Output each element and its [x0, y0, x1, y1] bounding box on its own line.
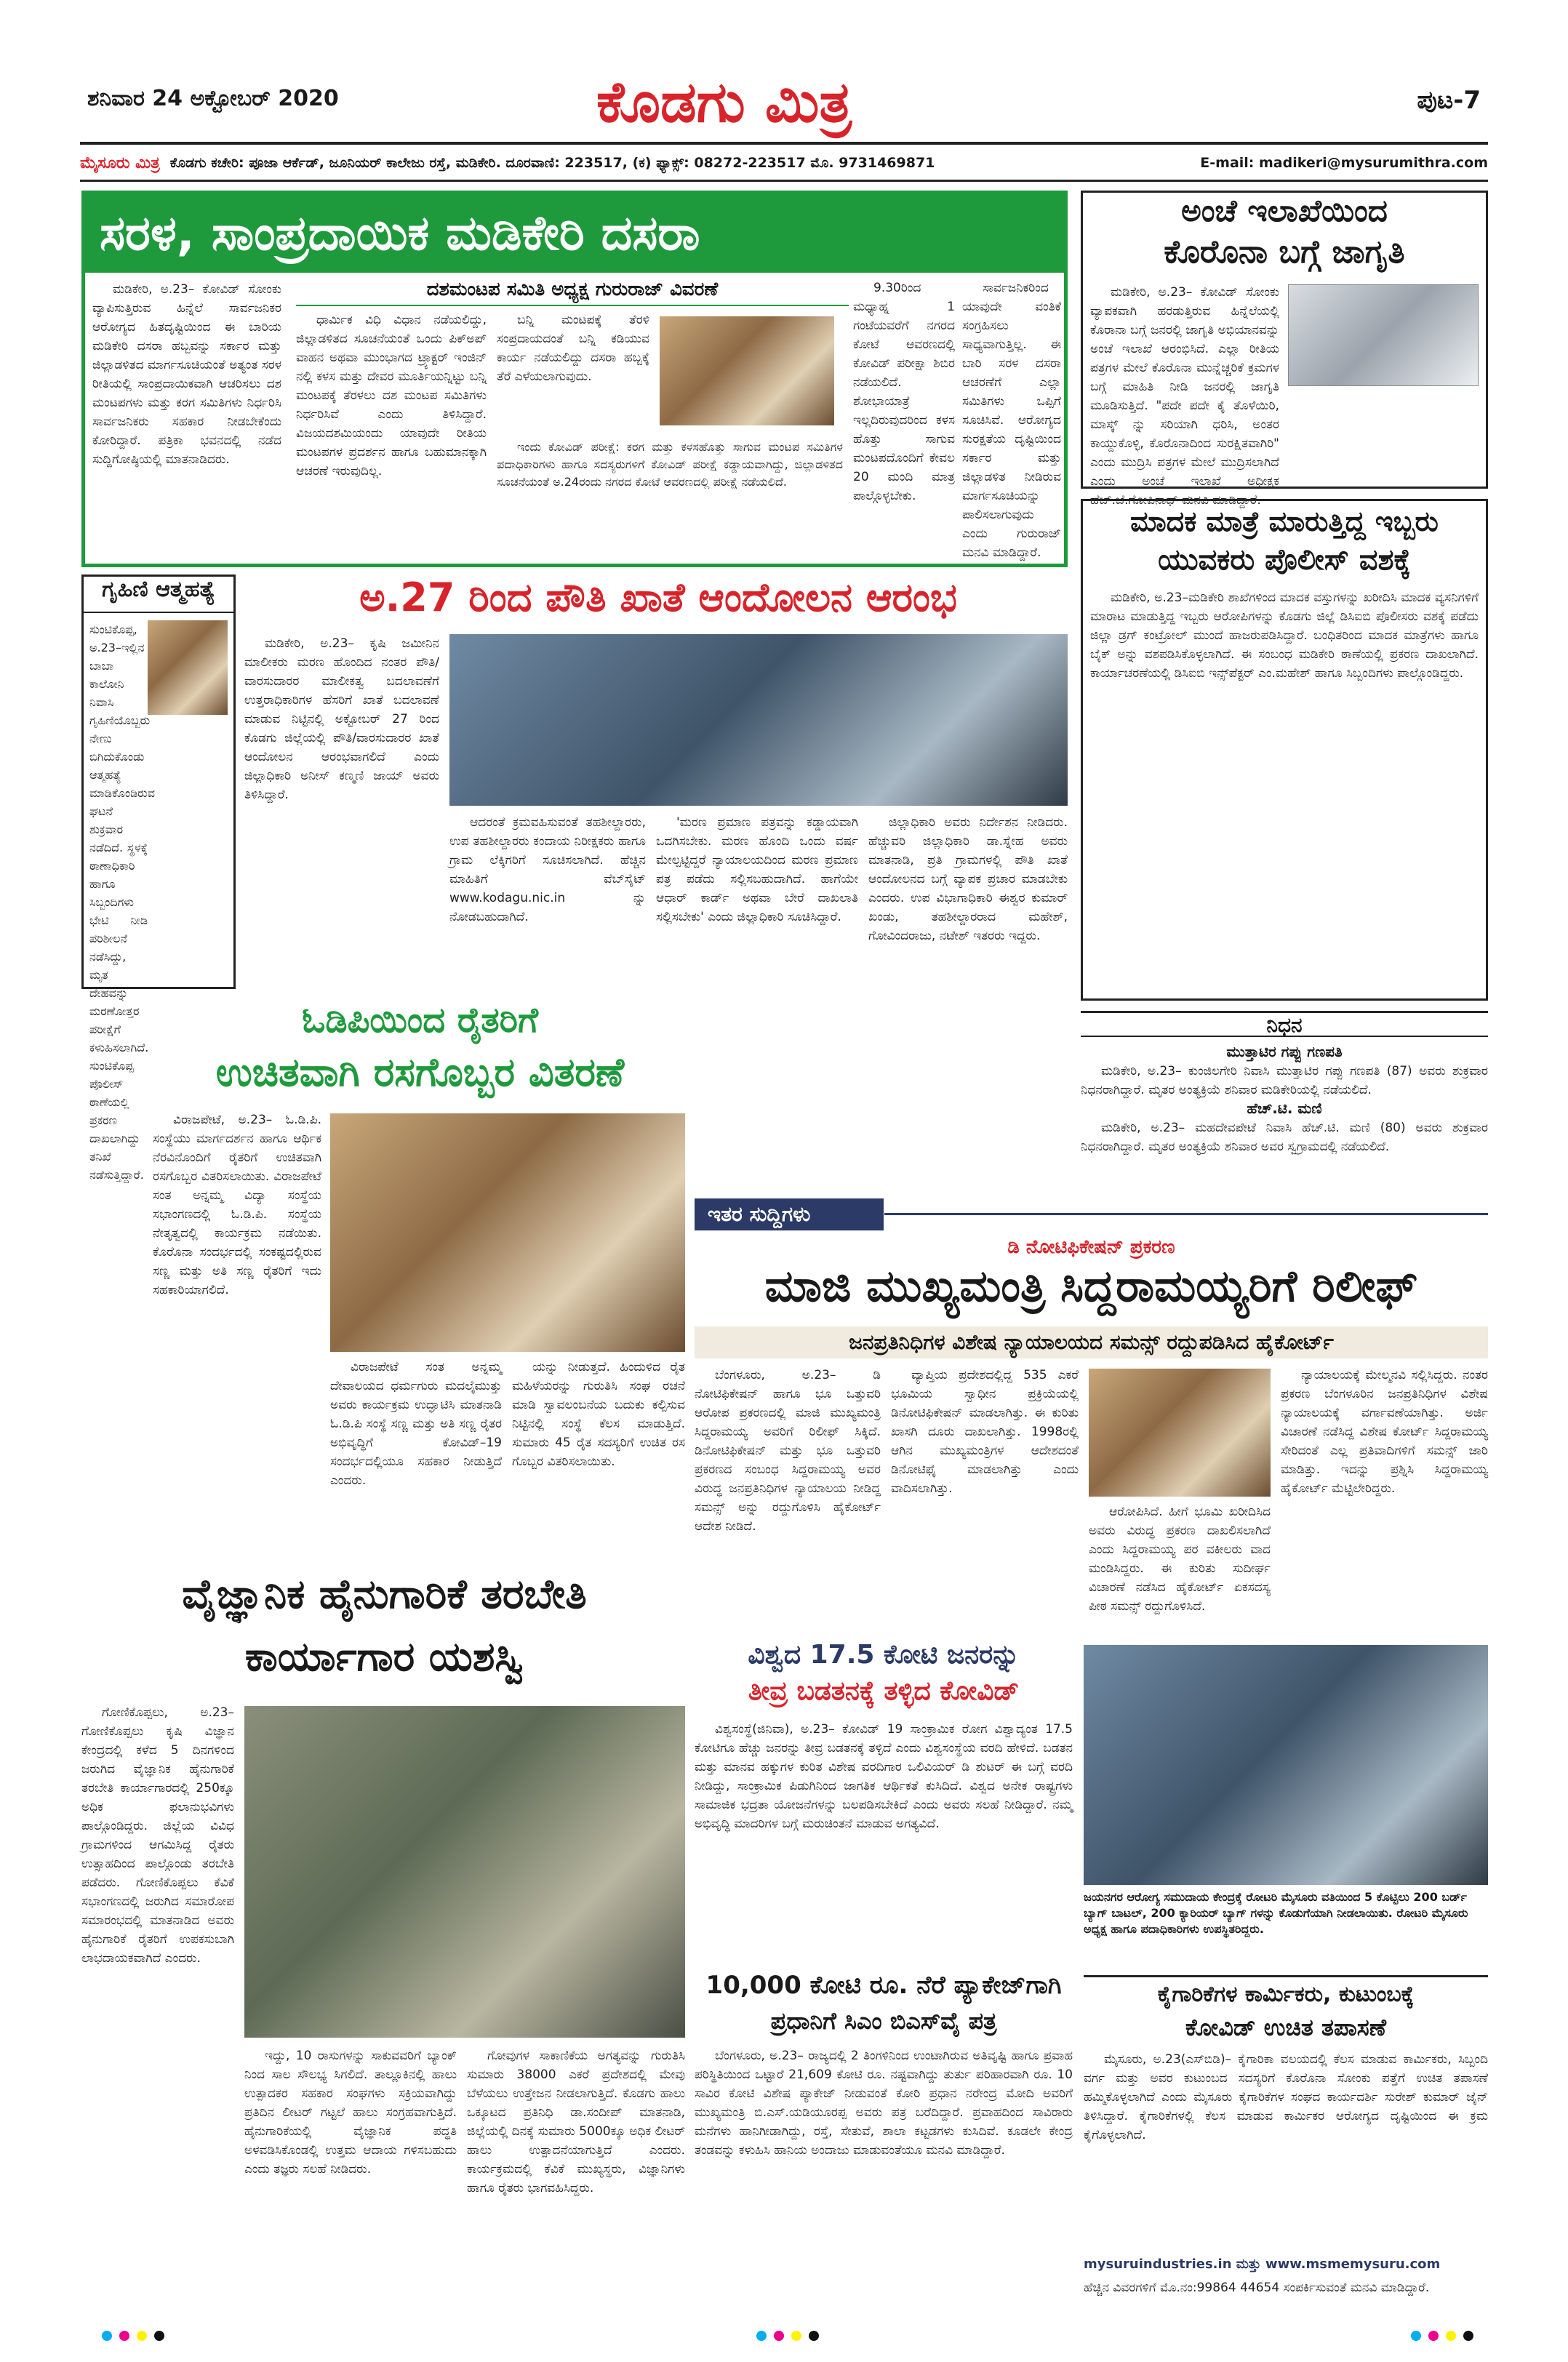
black-dot [809, 2331, 819, 2341]
dasara-article [81, 191, 1068, 567]
registration-dots-left [102, 2331, 164, 2341]
obituary-text-2: ಮಡಿಕೇರಿ, ಅ.23– ಮಹದೇವಪೇಟೆ ನಿವಾಸಿ ಹೆಚ್.ಟಿ. ಮಣಿ (80) ಅವರು ಶುಕ್ರವಾರ ನಿಧನರಾಗಿದ್ದಾರೆ. ಮೃತರ ಅಂತ್ಯಕ್ರಿಯೆ ಶನಿವಾರ ಅವರ ಸ್ವಗ್ರಾಮದಲ್ಲಿ ನಡೆಯಲಿದೆ. [1081, 1121, 1488, 1154]
siddaramaiah-kicker: ಡಿ ನೋಟಿಫಿಕೇಷನ್ ಪ್ರಕರಣ [1007, 1236, 1175, 1258]
dasara-col-1: ಮಡಿಕೇರಿ, ಅ.23– ಕೋವಿಡ್ ಸೋಂಕು ವ್ಯಾಪಿಸುತ್ತಿರುವ ಹಿನ್ನೆಲೆ ಸಾರ್ವಜನಿಕರ ಆರೋಗ್ಯದ ಹಿತದೃಷ್ಟಿಯಿಂದ ಈ ಬಾರಿಯ ಮಡಿಕೇರಿ ದಸರಾ ಹಬ್ಬವನ್ನು ಸರ್ಕಾರ ಮತ್ತು ಜಿಲ್ಲಾಡಳಿತದ ಮಾರ್ಗಸೂಚಿಯಂತೆ ಅತ್ಯಂತ ಸರಳ ರೀತಿಯಲ್ಲಿ ಸಾಂಪ್ರದಾಯಿಕವಾಗಿ ಆಚರಿಸಲು ದಶ ಮಂಟಪಗಳು ಮತ್ತು ಕರಗ ಸಮಿತಿಗಳು ನಿರ್ಧರಿಸಿ ಸಾರ್ವಜನಿಕರು ಸಹಕಾರ ನೀಡಬೇಕೆಂದು ಕೋರಿದ್ದಾರೆ. ಪತ್ರಿಕಾ ಭವನದಲ್ಲಿ ನಡೆದ ಸುದ್ದಿಗೋಷ್ಠಿಯಲ್ಲಿ ಮಾತನಾಡಿದರು. [92, 282, 282, 467]
office-address: ಕೊಡಗು ಕಚೇರಿ: ಪೂಜಾ ಆರ್ಕೆಡ್, ಜೂನಿಯರ್ ಕಾಲೇಜು ರಸ್ತೆ, ಮಡಿಕೇರಿ. ದೂರವಾಣಿ: 223517, (ಕ) ಫ್ಯಾಕ್ಸ್: 08272-223517 ಮೊ. 9731469871 [169, 155, 935, 171]
package-headline-1: 10,000 ಕೋಟಿ ರೂ. ನೆರೆ ಪ್ಯಾಕೇಜ್‌ಗಾಗಿ [705, 1971, 1062, 2000]
rotary-donation-photo [1084, 1645, 1488, 1885]
drugs-article [1081, 499, 1488, 1001]
fertilizer-headline-1: ಓಡಿಪಿಯಿಂದ ರೈತರಿಗೆ [302, 1000, 538, 1041]
masthead-rule [80, 142, 1488, 145]
cyan-dot [1411, 2331, 1421, 2341]
dairy-training-photo [244, 1706, 685, 2038]
siddaramaiah-headline: ಮಾಜಿ ಮುಖ್ಯಮಂತ್ರಿ ಸಿದ್ದರಾಮಯ್ಯರಿಗೆ ರಿಲೀಫ್ [764, 1261, 1418, 1312]
flood-package-article [695, 1971, 1073, 2305]
dasara-subhead: ದಶಮಂಟಪ ಸಮಿತಿ ಅಧ್ಯಕ್ಷ ಗುರುರಾಜ್ ವಿವರಣೆ [296, 279, 849, 306]
sister-brand: ಮೈಸೂರು ಮಿತ್ರ [80, 153, 160, 172]
siddaramaiah-col-2: ವ್ಯಾಪ್ತಿಯ ಪ್ರದೇಶದಲ್ಲಿದ್ದ 535 ಎಕರೆ ಭೂಮಿಯ ಸ್ವಾಧೀನ ಪ್ರಕ್ರಿಯೆಯಲ್ಲಿ ಡಿನೋಟಿಫಿಕೇಷನ್ ಮಾಡಲಾಗಿತ್ತು. ಈ ಕುರಿತು ಖಾಸಗಿ ದೂರು ದಾಖಲಾಗಿತ್ತು. 1998ರಲ್ಲಿ ಆಗಿನ ಮುಖ್ಯಮಂತ್ರಿಗಳ ಆದೇಶದಂತೆ ಡಿನೋಟಿಫೈ ಮಾಡಲಾಗಿತ್ತು ಎಂದು ವಾದಿಸಲಾಗಿತ್ತು. [891, 1368, 1079, 1496]
envelope-photo [1288, 284, 1479, 386]
dairy-col-2: ಇದ್ದು, 10 ರಾಸುಗಳನ್ನು ಸಾಕುವವರಿಗೆ ಬ್ಯಾಂಕ್ ನಿಂದ ಸಾಲ ಸೌಲಭ್ಯ ಸಿಗಲಿದೆ. ತಾಲ್ಲೂಕಿನಲ್ಲಿ ಹಾಲು ಉತ್ಪಾದಕರ ಸಹಕಾರ ಸಂಘಗಳು ಸಕ್ರಿಯವಾಗಿದ್ದು ಪ್ರತಿದಿನ ಲೀಟರ್ ಗಟ್ಟಲೆ ಹಾಲು ಸಂಗ್ರಹವಾಗುತ್ತಿದೆ. ಹೈನುಗಾರಿಕೆಯಲ್ಲಿ ವೈಜ್ಞಾನಿಕ ಪದ್ಧತಿ ಅಳವಡಿಸಿಕೊಂಡಲ್ಲಿ ಉತ್ತಮ ಆದಾಯ ಗಳಿಸಬಹುದು ಎಂದು ತಜ್ಞರು ಸಲಹೆ ನೀಡಿದರು. [244, 2049, 457, 2177]
fertilizer-headline-2: ಉಚಿತವಾಗಿ ರಸಗೊಬ್ಬರ ವಿತರಣೆ [215, 1049, 625, 1095]
covid-headline-2: ತೀವ್ರ ಬಡತನಕ್ಕೆ ತಳ್ಳಿದ ಕೋವಿಡ್ [748, 1676, 1020, 1706]
corona-headline-2: ಕೊರೊನಾ ಬಗ್ಗೆ ಜಾಗೃತಿ [1164, 233, 1405, 271]
issue-date: ಶನಿವಾರ 24 ಅಕ್ಟೋಬರ್ 2020 [87, 86, 339, 111]
registration-dots-right [1411, 2331, 1473, 2341]
covid-headline-1: ವಿಶ್ವದ 17.5 ಕೋಟಿ ಜನರನ್ನು [748, 1640, 1020, 1670]
drugs-headline-2: ಯುವಕರು ಪೊಲೀಸ್ ವಶಕ್ಕೆ [1158, 543, 1411, 577]
obituary-header: ನಿಧನ [1081, 1011, 1488, 1037]
siddaramaiah-col-3: ಆರೋಪಿಸಿದೆ. ಹೀಗೆ ಭೂಮಿ ಖರೀದಿಸಿದ ಅವರು ವಿರುದ್ಧ ಪ್ರಕರಣ ದಾಖಲಿಸಲಾಗಿದೆ ಎಂದು ಸಿದ್ದರಾಮಯ್ಯ ಪರ ವಕೀಲರು ವಾದ ಮಂಡಿಸಿದ್ದರು. ಈ ಕುರಿತು ಸುದೀರ್ಘ ವಿಚಾರಣೆ ನಡೆಸಿದ ಹೈಕೋರ್ಟ್ ಏಕಸದಸ್ಯ ಪೀಠ ಸಮನ್ಸ್ ರದ್ದುಗೊಳಿಸಿದೆ. [1089, 1505, 1271, 1614]
industry-url: mysuruindustries.in ಮತ್ತು www.msmemysuru.com [1084, 2257, 1441, 2272]
black-dot [1463, 2331, 1473, 2341]
industry-testing-article [1084, 1975, 1488, 2305]
dasara-photo-caption: ಇಂದು ಕೋವಿಡ್ ಪರೀಕ್ಷೆ: ಕರಗ ಮತ್ತು ಕಳಸಹೊತ್ತು ಸಾಗುವ ಮಂಟಪ ಸಮಿತಿಗಳ ಪದಾಧಿಕಾರಿಗಳು ಹಾಗೂ ಸದಸ್ಯರುಗಳಿಗೆ ಕೋವಿಡ್ ಪರೀಕ್ಷೆ ಕಡ್ಡಾಯವಾಗಿದ್ದು, ಜಿಲ್ಲಾಡಳಿತದ ಸೂಚನೆಯಂತೆ ಅ.24ರಂದು ನಗರದ ಕೋಟೆ ಆವರಣದಲ್ಲಿ ಪರೀಕ್ಷೆ ನಡೆಯಲಿದೆ. [497, 440, 843, 489]
industry-headline-1: ಕೈಗಾರಿಕೆಗಳ ಕಾರ್ಮಿಕರು, ಕುಟುಂಬಕ್ಕೆ [1157, 1982, 1415, 2007]
fertilizer-article [153, 1000, 687, 1560]
siddaramaiah-article [695, 1236, 1488, 1629]
siddaramaiah-subhead: ಜನಪ್ರತಿನಿಧಿಗಳ ವಿಶೇಷ ನ್ಯಾಯಾಲಯದ ಸಮನ್ಸ್ ರದ್ದುಪಡಿಸಿದ ಹೈಕೋರ್ಟ್ [695, 1326, 1488, 1358]
dairy-col-3: ಗೋವುಗಳ ಸಾಕಾಣಿಕೆಯ ಅಗತ್ಯವನ್ನು ಗುರುತಿಸಿ ಸುಮಾರು 38000 ಎಕರೆ ಪ್ರದೇಶದಲ್ಲಿ ಮೇವು ಬೆಳೆಯಲು ಉತ್ತೇಜನ ನೀಡಲಾಗುತ್ತಿದೆ. ಕೊಡಗು ಹಾಲು ಒಕ್ಕೂಟದ ಪ್ರತಿನಿಧಿ ಡಾ.ಸಂದೀಪ್ ಮಾತನಾಡಿ, ಜಿಲ್ಲೆಯಲ್ಲಿ ದಿನಕ್ಕೆ ಸುಮಾರು 5000ಕ್ಕೂ ಅಧಿಕ ಲೀಟರ್ ಹಾಲು ಉತ್ಪಾದನೆಯಾಗುತ್ತಿದೆ ಎಂದರು. ಕಾರ್ಯಕ್ರಮದಲ್ಲಿ ಕೆವಿಕೆ ಮುಖ್ಯಸ್ಥರು, ವಿಜ್ಞಾನಿಗಳು ಹಾಗೂ ರೈತರು ಭಾಗವಹಿಸಿದ್ದರು. [467, 2049, 685, 2195]
industry-body: ಮೈಸೂರು, ಅ.23(ಎಸ್‌ಬಿಡಿ)– ಕೈಗಾರಿಕಾ ವಲಯದಲ್ಲಿ ಕೆಲಸ ಮಾಡುವ ಕಾರ್ಮಿಕರು, ಸಿಬ್ಬಂದಿ ವರ್ಗ ಮತ್ತು ಅವರ ಕುಟುಂಬದ ಸದಸ್ಯರಿಗೆ ಕೊರೊನಾ ಸೋಂಕು ಪತ್ತೆಗೆ ಉಚಿತ ತಪಾಸಣೆ ಹಮ್ಮಿಕೊಳ್ಳಲಾಗಿದೆ ಎಂದು ಮೈಸೂರು ಕೈಗಾರಿಕೆಗಳ ಸಂಘದ ಕಾರ್ಯದರ್ಶಿ ಸುರೇಶ್ ಕುಮಾರ್ ಜೈನ್ ತಿಳಿಸಿದ್ದಾರೆ. ಕೈಗಾರಿಕೆಗಳಲ್ಲಿ ಕೆಲಸ ಮಾಡುವ ಕಾರ್ಮಿಕರ ಆರೋಗ್ಯದ ದೃಷ್ಟಿಯಿಂದ ಈ ಕ್ರಮ ಕೈಗೊಳ್ಳಲಾಗಿದೆ. [1084, 2052, 1488, 2142]
corona-body-top: ಮಡಿಕೇರಿ, ಅ.23– ಕೋವಿಡ್ ಸೋಂಕು ವ್ಯಾಪಕವಾಗಿ ಹರಡುತ್ತಿರುವ ಹಿನ್ನೆಲೆಯಲ್ಲಿ ಕೊರಾನಾ ಬಗ್ಗೆ ಜನರಲ್ಲಿ ಜಾಗೃತಿ ಅಭಿಯಾನವನ್ನು ಅಂಚೆ ಇಲಾಖೆ ಆರಂಭಿಸಿದೆ. ಎಲ್ಲಾ ರೀತಿಯ ಪತ್ರಗಳ ಮೇಲೆ ಕೊರೊನಾ ಮುನ್ನೆಚ್ಚರಿಕೆ ಕ್ರಮಗಳ ಬಗ್ಗೆ ಮಾಹಿತಿ ನೀಡಿ ಜನರಲ್ಲಿ ಜಾಗೃತಿ ಮೂಡಿಸುತ್ತಿದೆ. "ಪದೇ ಪದೇ ಕೈ ತೊಳೆಯಿರಿ, ಮಾಸ್ಕ್ ನ್ನು ಸರಿಯಾಗಿ ಧರಿಸಿ, ಅಂತರ ಕಾಯ್ದುಕೊಳ್ಳಿ, ಕೊರೊನಾದಿಂದ ಸುರಕ್ಷಿತವಾಗಿರಿ" ಎಂದು ಮುದ್ರಿಸಿ ಪತ್ರಗಳ ಮೇಲೆ ಮುದ್ರಿಸಲಾಗಿದೆ ಎಂದು ಅಂಚೆ ಇಲಾಖೆ ಅಧೀಕ್ಷಕ ಹೆಚ್.ಜೆ.ಗೋಪಿನಾಥ್ ಮನವಿ ಮಾಡಿದ್ದಾರೆ. [1090, 285, 1279, 508]
covid-poverty-article [695, 1640, 1073, 1960]
fertilizer-col-2: ವಿರಾಜಪೇಟೆ ಸಂತ ಅನ್ನಮ್ಮ ದೇವಾಲಯದ ಧರ್ಮಗುರು ಮದಲೈಮುತ್ತು ಅವರು ಕಾರ್ಯಕ್ರಮ ಉದ್ಘಾಟಿಸಿ ಮಾತನಾಡಿ ಓ.ಡಿ.ಪಿ ಸಂಸ್ಥೆ ಸಣ್ಣ ಮತ್ತು ಅತಿ ಸಣ್ಣ ರೈತರ ಅಭಿವೃದ್ಧಿಗೆ ಕೋವಿಡ್–19 ಸಂದರ್ಭದಲ್ಲಿಯೂ ಸಹಕಾರ ನೀಡುತ್ತಿದೆ ಎಂದರು. [330, 1360, 502, 1488]
fertilizer-col-3: ಯನ್ನು ನೀಡುತ್ತದೆ. ಹಿಂದುಳಿದ ರೈತ ಮಹಿಳೆಯರನ್ನು ಗುರುತಿಸಿ ಸಂಘ ರಚನೆ ಮಾಡಿ ಸ್ವಾವಲಂಬನೆಯ ಬದುಕು ಕಲ್ಪಿಸುವ ನಿಟ್ಟಿನಲ್ಲಿ ಸಂಸ್ಥೆ ಕೆಲಸ ಮಾಡುತ್ತಿದೆ. ಸುಮಾರು 45 ರೈತ ಸದಸ್ಯರಿಗೆ ಉಚಿತ ರಸ ಗೊಬ್ಬರ ವಿತರಿಸಲಾಯಿತು. [512, 1360, 685, 1469]
dc-meeting-photo [449, 634, 1068, 806]
package-body: ಬೆಂಗಳೂರು, ಅ.23– ರಾಜ್ಯದಲ್ಲಿ 2 ತಿಂಗಳಿನಿಂದ ಉಂಟಾಗಿರುವ ಅತಿವೃಷ್ಟಿ ಹಾಗೂ ಪ್ರವಾಹ ಪರಿಸ್ಥಿತಿಯಿಂದ ಒಟ್ಟಾರೆ 21,609 ಕೋಟಿ ರೂ. ನಷ್ಟವಾಗಿದ್ದು ತುರ್ತು ಪರಿಹಾರವಾಗಿ ರೂ. 10 ಸಾವಿರ ಕೋಟಿ ವಿಶೇಷ ಪ್ಯಾಕೇಜ್ ನೀಡುವಂತೆ ಕೋರಿ ಪ್ರಧಾನ ನರೇಂದ್ರ ಮೋದಿ ಅವರಿಗೆ ಮುಖ್ಯಮಂತ್ರಿ ಬಿ.ಎಸ್.ಯಡಿಯೂರಪ್ಪ ಅವರು ಪತ್ರ ಬರೆದಿದ್ದಾರೆ. ಪ್ರವಾಹದಿಂದ ಸಾವಿರಾರು ಮನೆಗಳು ಹಾನಿಗೀಡಾಗಿದ್ದು, ರಸ್ತೆ, ಸೇತುವೆ, ಶಾಲಾ ಕಟ್ಟಡಗಳು ಕುಸಿದಿವೆ. ಕೂಡಲೇ ಕೇಂದ್ರ ತಂಡವನ್ನು ಕಳುಹಿಸಿ ಹಾನಿಯ ಅಂದಾಜು ಮಾಡುವಂತೆಯೂ ಮನವಿ ಮಾಡಿದ್ದಾರೆ. [695, 2049, 1073, 2158]
pouthi-col-2: ಆದರಂತೆ ಕ್ರಮವಹಿಸುವಂತೆ ತಹಶೀಲ್ದಾರರು, ಉಪ ತಹಶೀಲ್ದಾರರು ಕಂದಾಯ ನಿರೀಕ್ಷಕರು ಹಾಗೂ ಗ್ರಾಮ ಲೆಕ್ಕಿಗರಿಗೆ ಸೂಚಿಸಲಾಗಿದೆ. ಹೆಚ್ಚಿನ ಮಾಹಿತಿಗೆ ವೆಬ್‌ಸೈಟ್ www.kodagu.nic.in ನ್ನು ನೋಡಬಹುದಾಗಿದೆ. [449, 815, 646, 924]
obituary-text-1: ಮಡಿಕೇರಿ, ಅ.23– ಕುಂಜಿಲಗೇರಿ ನಿವಾಸಿ ಮುತ್ತಾಟಿರ ಗಪ್ಪು ಗಣಪತಿ (87) ಅವರು ಶುಕ್ರವಾರ ನಿಧನರಾಗಿದ್ದಾರೆ. ಮೃತರ ಅಂತ್ಯಕ್ರಿಯೆ ಶನಿವಾರ ಮಡಿಕೇರಿಯಲ್ಲಿ ನಡೆಯಲಿದೆ. [1081, 1064, 1488, 1097]
industry-contact: ಹೆಚ್ಚಿನ ವಿವರಗಳಿಗೆ ಮೊ.ನಂ:99864 44654 ಸಂಪರ್ಕಿಸುವಂತೆ ಮನವಿ ಮಾಡಿದ್ದಾರೆ. [1084, 2281, 1430, 2295]
siddaramaiah-col-1: ಬೆಂಗಳೂರು, ಅ.23– ಡಿ ನೋಟಿಫಿಕೇಷನ್ ಹಾಗೂ ಭೂ ಒತ್ತುವರಿ ಆರೋಪ ಪ್ರಕರಣದಲ್ಲಿ ಮಾಜಿ ಮುಖ್ಯಮಂತ್ರಿ ಸಿದ್ದರಾಮಯ್ಯ ಅವರಿಗೆ ರಿಲೀಫ್ ಸಿಕ್ಕಿದೆ. ಡಿನೋಟಿಫಿಕೇಷನ್ ಮತ್ತು ಭೂ ಒತ್ತುವರಿ ಪ್ರಕರಣದ ಸಂಬಂಧ ಸಿದ್ದರಾಮಯ್ಯ ಅವರ ವಿರುದ್ಧ ಜನಪ್ರತಿನಿಧಿಗಳ ನ್ಯಾಯಾಲಯ ನೀಡಿದ್ದ ಸಮನ್ಸ್ ಅನ್ನು ರದ್ದುಗೊಳಿಸಿ ಹೈಕೋರ್ಟ್ ಆದೇಶ ನೀಡಿದೆ. [695, 1368, 881, 1534]
dasara-col-4: 9.30ರಿಂದ ಮಧ್ಯಾಹ್ನ 1 ಗಂಟೆಯವರೆಗೆ ನಗರದ ಕೋಟೆ ಆವರಣದಲ್ಲಿ ಕೋವಿಡ್ ಪರೀಕ್ಷಾ ಶಿಬಿರ ನಡೆಯಲಿದೆ. ಶೋಭಾಯಾತ್ರೆ ಇಲ್ಲದಿರುವುದರಿಂದ ಕಳಸ ಹೊತ್ತು ಸಾಗುವ ಮಂಟಪದೊಂದಿಗೆ ಕೇವಲ 20 ಮಂದಿ ಮಾತ್ರ ಪಾಲ್ಗೊಳ್ಳಬೇಕು. [853, 281, 955, 503]
other-news-tag: ಇತರ ಸುದ್ದಿಗಳು [695, 1198, 884, 1230]
rotary-caption: ಜಯನಗರ ಆರೋಗ್ಯ ಸಮುದಾಯ ಕೇಂದ್ರಕ್ಕೆ ರೋಟರಿ ಮೈಸೂರು ವತಿಯಿಂದ 5 ಕೊಟ್ಟಿಲು 200 ಬರ್ಡ್ ಬ್ಯಾಗ್ ಬಾಟಲ್, 200 ಕ್ಯಾರಿಯರ್ ಬ್ಯಾಗ್ ಗಳನ್ನು ಕೊಡುಗೆಯಾಗಿ ನೀಡಲಾಯಿತು. ರೋಟರಿ ಮೈಸೂರು ಅಧ್ಯಕ್ಷ ಹಾಗೂ ಪದಾಧಿಕಾರಿಗಳು ಉಪಸ್ಥಿತರಿದ್ದರು. [1084, 1889, 1488, 1968]
cyan-dot [756, 2331, 767, 2341]
pouthi-col-4: ಜಿಲ್ಲಾಧಿಕಾರಿ ಅವರು ನಿರ್ದೇಶನ ನೀಡಿದರು. ಹೆಚ್ಚುವರಿ ಜಿಲ್ಲಾಧಿಕಾರಿ ಡಾ.ಸ್ನೇಹ ಅವರು ಮಾತನಾಡಿ, ಪ್ರತಿ ಗ್ರಾಮಗಳಲ್ಲಿ ಪೌತಿ ಖಾತೆ ಆಂದೋಲನದ ಬಗ್ಗೆ ವ್ಯಾಪಕ ಪ್ರಚಾರ ಮಾಡಬೇಕು ಎಂದರು. ಉಪ ವಿಭಾಗಾಧಿಕಾರಿ ಈಶ್ವರ ಕುಮಾರ್ ಖಂಡು, ತಹಶೀಲ್ದಾರರಾದ ಮಹೇಶ್, ಗೋವಿಂದರಾಜು, ನಟೇಶ್ ಇತರರು ಇದ್ದರು. [868, 815, 1068, 943]
obituary-name-1: ಮುತ್ತಾಟಿರ ಗಪ್ಪು ಗಣಪತಿ [1226, 1043, 1343, 1060]
pouthi-col-3: 'ಮರಣ ಪ್ರಮಾಣ ಪತ್ರವನ್ನು ಕಡ್ಡಾಯವಾಗಿ ಒದಗಿಸಬೇಕು. ಮರಣ ಹೊಂದಿ ಒಂದು ವರ್ಷ ಮೇಲ್ಪಟ್ಟಿದ್ದರೆ ನ್ಯಾಯಾಲಯದಿಂದ ಮರಣ ಪ್ರಮಾಣ ಪತ್ರ ಪಡೆದು ಸಲ್ಲಿಸಬಹುದಾಗಿದೆ. ಹಾಗೆಯೇ ಆಧಾರ್ ಕಾರ್ಡ್ ಅಥವಾ ಬೇರೆ ದಾಖಲಾತಿ ಸಲ್ಲಿಸಬೇಕು' ಎಂದು ಜಿಲ್ಲಾಧಿಕಾರಿ ಸೂಚಿಸಿದ್ದಾರೆ. [656, 815, 858, 924]
magenta-dot [774, 2331, 784, 2341]
yellow-dot [137, 2331, 147, 2341]
magenta-dot [1428, 2331, 1439, 2341]
siddaramaiah-col-4: ನ್ಯಾಯಾಲಯಕ್ಕೆ ಮೇಲ್ಮನವಿ ಸಲ್ಲಿಸಿದ್ದರು. ನಂತರ ಪ್ರಕರಣ ಬೆಂಗಳೂರಿನ ಜನಪ್ರತಿನಿಧಿಗಳ ವಿಶೇಷ ನ್ಯಾಯಾಲಯಕ್ಕೆ ವರ್ಗಾವಣೆಯಾಗಿತ್ತು. ಅರ್ಜಿ ವಿಚಾರಣೆ ನಡೆಸಿದ್ದ ವಿಶೇಷ ಕೋರ್ಟ್ ಸಿದ್ದರಾಮಯ್ಯ ಸೇರಿದಂತೆ ಎಲ್ಲ ಪ್ರತಿವಾದಿಗಳಿಗೆ ಸಮನ್ಸ್ ಜಾರಿ ಮಾಡಿತ್ತು. ಇದನ್ನು ಪ್ರಶ್ನಿಸಿ ಸಿದ್ದರಾಮಯ್ಯ ಹೈಕೋರ್ಟ್ ಮೆಟ್ಟಿಲೇರಿದ್ದರು. [1281, 1368, 1488, 1496]
drugs-body: ಮಡಿಕೇರಿ, ಅ.23–ಮಡಿಕೇರಿ ಶಾಖೆಗಳಿಂದ ಮಾದಕ ವಸ್ತುಗಳನ್ನು ಖರೀದಿಸಿ ಮಾದಕ ವ್ಯಸನಿಗಳಿಗೆ ಮಾರಾಟ ಮಾಡುತ್ತಿದ್ದ ಇಬ್ಬರು ಆರೋಪಿಗಳನ್ನು ಕೊಡಗು ಜಿಲ್ಲೆ ಡಿಸಿಐಬಿ ಪೊಲೀಸರು ವಶಕ್ಕೆ ಪಡೆದು ಜಿಲ್ಲಾ ಡ್ರಗ್ ಕಂಟ್ರೋಲ್ ಮುಂದೆ ಹಾಜರುಪಡಿಸಿದ್ದಾರೆ. ಬಂಧಿತರಿಂದ ಮಾದಕ ಮಾತ್ರೆಗಳು ಹಾಗೂ ಬೈಕ್ ಅನ್ನು ವಶಪಡಿಸಿಕೊಳ್ಳಲಾಗಿದೆ. ಈ ಸಂಬಂಧ ಮಡಿಕೇರಿ ಠಾಣೆಯಲ್ಲಿ ಪ್ರಕರಣ ದಾಖಲಾಗಿದೆ. ಕಾರ್ಯಾಚರಣೆಯಲ್ಲಿ ಡಿಸಿಐಬಿ ಇನ್ಸ್‌ಪೆಕ್ಟರ್ ಎಂ.ಮಹೇಶ್ ಹಾಗೂ ಸಿಬ್ಬಂದಿಗಳು ಪಾಲ್ಗೊಂಡಿದ್ದರು. [1090, 590, 1479, 681]
suicide-headline: ಗೃಹಿಣಿ ಆತ್ಮಹತ್ಯೆ [84, 577, 233, 613]
obituary-section [1081, 1011, 1488, 1156]
newspaper-logo: ಕೊಡಗು ಮಿತ್ರ [596, 69, 852, 135]
fertilizer-distribution-photo [330, 1113, 685, 1352]
dasara-col-5: ಸಾರ್ವಜನಿಕರಿಂದ ಯಾವುದೇ ವಂತಿಕೆ ಸಂಗ್ರಹಿಸಲು ಸಾಧ್ಯವಾಗುತ್ತಿಲ್ಲ. ಈ ಬಾರಿ ಸರಳ ದಸರಾ ಆಚರಣೆಗೆ ಎಲ್ಲಾ ಸಮಿತಿಗಳು ಒಪ್ಪಿಗೆ ಸೂಚಿಸಿವೆ. ಆರೋಗ್ಯದ ಸುರಕ್ಷತೆಯ ದೃಷ್ಟಿಯಿಂದ ಸರ್ಕಾರ ಮತ್ತು ಜಿಲ್ಲಾಡಳಿತ ನೀಡಿರುವ ಮಾರ್ಗಸೂಚಿಯನ್ನು ಪಾಲಿಸಲಾಗುವುದು ಎಂದು ಗುರುರಾಜ್ ಮನವಿ ಮಾಡಿದ್ದಾರೆ. [962, 281, 1061, 560]
pouthi-headline: ಅ.27 ರಿಂದ ಪೌತಿ ಖಾತೆ ಆಂದೋಲನ ಆರಂಭ [359, 575, 957, 620]
dasara-col-3: ಬನ್ನಿ ಮಂಟಪಕ್ಕೆ ತೆರಳಿ ಸಂಪ್ರದಾಯದಂತೆ ಬನ್ನಿ ಕಡಿಯುವ ಕಾರ್ಯ ನಡೆಯಲಿದ್ದು ದಸರಾ ಹಬ್ಬಕ್ಕೆ ತೆರೆ ಎಳೆಯಲಾಗುವುದು. [497, 313, 649, 384]
page-number: ಪುಟ-7 [1417, 86, 1481, 115]
corona-headline-1: ಅಂಚೆ ಇಲಾಖೆಯಿಂದ [1181, 193, 1388, 228]
infobar-rule [80, 180, 1488, 182]
corona-awareness-article [1081, 191, 1488, 508]
drugs-headline-1: ಮಾದಕ ಮಾತ್ರೆ ಮಾರುತ್ತಿದ್ದ ಇಬ್ಬರು [1130, 505, 1439, 537]
package-headline-2: ಪ್ರಧಾನಿಗೆ ಸಿಎಂ ಬಿಎಸ್‌ವೈ ಪತ್ರ [770, 2007, 997, 2035]
covid-body: ವಿಶ್ವಸಂಸ್ಥೆ(ಜಿನಿವಾ), ಅ.23– ಕೋವಿಡ್ 19 ಸಾಂಕ್ರಾಮಿಕ ರೋಗ ವಿಶ್ವಾದ್ಯಂತ 17.5 ಕೋಟಿಗೂ ಹೆಚ್ಚು ಜನರನ್ನು ತೀವ್ರ ಬಡತನಕ್ಕೆ ತಳ್ಳಿದೆ ಎಂದು ವಿಶ್ವಸಂಸ್ಥೆಯ ವರದಿ ಹೇಳಿದೆ. ಬಡತನ ಮತ್ತು ಮಾನವ ಹಕ್ಕುಗಳ ಕುರಿತ ವಿಶೇಷ ವರದಿಗಾರ ಒಲಿವಿಯರ್ ಡಿ ಶುಟರ್ ಈ ಬಗ್ಗೆ ವರದಿ ನೀಡಿದ್ದು, ಸಾಂಕ್ರಾಮಿಕ ಪಿಡುಗಿನಿಂದ ಜಾಗತಿಕ ಆರ್ಥಿಕತೆ ಕುಸಿದಿದೆ. ವಿಶ್ವದ ಅನೇಕ ರಾಷ್ಟ್ರಗಳು ಸಾಮಾಜಿಕ ಭದ್ರತಾ ಯೋಜನೆಗಳನ್ನು ಬಲಪಡಿಸಬೇಕಿದೆ ಎಂದು ಅವರು ಸಲಹೆ ನೀಡಿದ್ದಾರೆ. ನಮ್ಮ ಅಭಿವೃದ್ಧಿ ಮಾದರಿಗಳ ಬಗ್ಗೆ ಮರುಚಿಂತನೆ ಮಾಡುವ ಅಗತ್ಯವಿದೆ. [695, 1722, 1073, 1831]
magenta-dot [119, 2331, 129, 2341]
pouthi-khate-article [244, 575, 1072, 989]
cyan-dot [102, 2331, 112, 2341]
black-dot [154, 2331, 164, 2341]
industry-headline-2: ಕೋವಿಡ್ ಉಚಿತ ತಪಾಸಣೆ [1185, 2014, 1387, 2041]
dairy-headline-2: ಕಾರ್ಯಾಗಾರ ಯಶಸ್ವಿ [244, 1633, 524, 1681]
dairy-headline-1: ವೈಜ್ಞಾನಿಕ ಹೈನುಗಾರಿಕೆ ತರಬೇತಿ [182, 1571, 587, 1618]
suicide-body: ಸುಂಟಿಕೊಪ್ಪ, ಅ.23–ಇಲ್ಲಿನ ಬಾಬಾ ಕಾಲೋನಿ ನಿವಾಸಿ ಗೃಹಿಣಿಯೊಬ್ಬರು ನೇಣು ಬಿಗಿದುಕೊಂಡು ಆತ್ಮಹತ್ಯೆ ಮಾಡಿಕೊಂಡಿರುವ ಘಟನೆ ಶುಕ್ರವಾರ ನಡೆದಿದೆ. ಸ್ಥಳಕ್ಕೆ ಠಾಣಾಧಿಕಾರಿ ಹಾಗೂ ಸಿಬ್ಬಂದಿಗಳು ಭೇಟಿ ನೀಡಿ ಪರಿಶೀಲನೆ ನಡೆಸಿದ್ದು, ಮೃತ ದೇಹವನ್ನು ಮರಣೋತ್ತರ ಪರೀಕ್ಷೆಗೆ ಕಳುಹಿಸಲಾಗಿದೆ. ಸುಂಟಿಕೊಪ್ಪ ಪೊಲೀಸ್ ಠಾಣೆಯಲ್ಲಿ ಪ್ರಕರಣ ದಾಖಲಾಗಿದ್ದು ತನಿಖೆ ನಡೆಸುತ್ತಿದ್ದಾರೆ. [89, 622, 155, 1182]
yellow-dot [1446, 2331, 1456, 2341]
dairy-training-article [81, 1571, 687, 2305]
dairy-col-1: ಗೋಣಿಕೊಪ್ಪಲು, ಅ.23– ಗೋಣಿಕೊಪ್ಪಲು ಕೃಷಿ ವಿಜ್ಞಾನ ಕೇಂದ್ರದಲ್ಲಿ ಕಳೆದ 5 ದಿನಗಳಿಂದ ಜರುಗಿದ ವೈಜ್ಞಾನಿಕ ಹೈನುಗಾರಿಕೆ ತರಬೇತಿ ಕಾರ್ಯಾಗಾರದಲ್ಲಿ 250ಕ್ಕೂ ಅಧಿಕ ಫಲಾನುಭವಿಗಳು ಪಾಲ್ಗೊಂಡಿದ್ದರು. ಜಿಲ್ಲೆಯ ವಿವಿಧ ಗ್ರಾಮಗಳಿಂದ ಆಗಮಿಸಿದ್ದ ರೈತರು ಉತ್ಸಾಹದಿಂದ ಪಾಲ್ಗೊಂಡು ತರಬೇತಿ ಪಡೆದರು. ಗೋಣಿಕೊಪ್ಪಲು ಕೆವಿಕೆ ಸಭಾಂಗಣದಲ್ಲಿ ಜರುಗಿದ ಸಮಾರೋಪ ಸಮಾರಂಭದಲ್ಲಿ ಮಾತನಾಡಿದ ಅವರು ಹೈನುಗಾರಿಕೆ ರೈತರಿಗೆ ಉಪಕಸುಬಾಗಿ ಲಾಭದಾಯಕವಾಗಿದೆ ಎಂದರು. [81, 1705, 234, 1966]
contact-bar [80, 149, 1488, 177]
fertilizer-col-1: ವಿರಾಜಪೇಟೆ, ಅ.23– ಓ.ಡಿ.ಪಿ. ಸಂಸ್ಥೆಯು ಮಾರ್ಗದರ್ಶನ ಹಾಗೂ ಆರ್ಥಿಕ ನೆರವಿನೊಂದಿಗೆ ರೈತರಿಗೆ ಉಚಿತವಾಗಿ ರಸಗೊಬ್ಬರ ವಿತರಿಸಲಾಯಿತು. ವಿರಾಜಪೇಟೆ ಸಂತ ಅನ್ನಮ್ಮ ವಿದ್ಯಾ ಸಂಸ್ಥೆಯ ಸಭಾಂಗಣದಲ್ಲಿ ಓ.ಡಿ.ಪಿ. ಸಂಸ್ಥೆಯ ನೇತೃತ್ವದಲ್ಲಿ ಕಾರ್ಯಕ್ರಮ ನಡೆಯಿತು. ಕೊರೊನಾ ಸಂದರ್ಭದಲ್ಲಿ ಸಂಕಷ್ಟದಲ್ಲಿರುವ ಸಣ್ಣ ಮತ್ತು ಅತಿ ಸಣ್ಣ ರೈತರಿಗೆ ಇದು ಸಹಕಾರಿಯಾಗಲಿದೆ. [153, 1113, 321, 1297]
suicide-article [81, 575, 236, 1182]
dasara-headline: ಸರಳ, ಸಾಂಪ್ರದಾಯಿಕ ಮಡಿಕೇರಿ ದಸರಾ [85, 194, 1064, 273]
obituary-name-2: ಹೆಚ್.ಟಿ. ಮಣಿ [1247, 1100, 1322, 1117]
gururaj-photo [660, 316, 834, 425]
other-news-rule [884, 1213, 1488, 1215]
registration-dots-center [756, 2331, 819, 2341]
siddaramaiah-photo [1089, 1369, 1271, 1497]
yellow-dot [791, 2331, 801, 2341]
pouthi-col-1: ಮಡಿಕೇರಿ, ಅ.23– ಕೃಷಿ ಜಮೀನಿನ ಮಾಲೀಕರು ಮರಣ ಹೊಂದಿದ ನಂತರ ಪೌತಿ/ವಾರಸುದಾರರ ಮಾಲೀಕತ್ವ ಬದಲಾವಣೆಗೆ ಉತ್ತರಾಧಿಕಾರಿಗಳ ಹೆಸರಿಗೆ ಖಾತೆ ಬದಲಾವಣೆ ಮಾಡುವ ನಿಟ್ಟಿನಲ್ಲಿ ಅಕ್ಟೋಬರ್ 27 ರಿಂದ ಕೊಡಗು ಜಿಲ್ಲೆಯಲ್ಲಿ ಪೌತಿ/ವಾರಸುದಾರರ ಖಾತೆ ಆಂದೋಲನ ಆರಂಭವಾಗಲಿದೆ ಎಂದು ಜಿಲ್ಲಾಧಿಕಾರಿ ಅನೀಸ್ ಕಣ್ಮಣಿ ಜಾಯ್ ಅವರು ತಿಳಿಸಿದ್ದಾರೆ. [244, 636, 439, 802]
dasara-col-2: ಧಾರ್ಮಿಕ ವಿಧಿ ವಿಧಾನ ನಡೆಯಲಿದ್ದು, ಜಿಲ್ಲಾಡಳಿತದ ಸೂಚನೆಯಂತೆ ಒಂದು ಪಿಕ್‌ಅಪ್ ವಾಹನ ಅಥವಾ ಮುಂಭಾಗದ ಟ್ರ್ಯಾಕ್ಟರ್ ಇಂಜಿನ್ ನಲ್ಲಿ ಕಳಸ ಮತ್ತು ದೇವರ ಮೂರ್ತಿಯನ್ನಿಟ್ಟು ಬನ್ನಿ ಮಂಟಪಕ್ಕೆ ತೆರಳಲು ದಶ ಮಂಟಪ ಸಮಿತಿಗಳು ನಿರ್ಧರಿಸಿವೆ ಎಂದು ತಿಳಿಸಿದ್ದಾರೆ. ವಿಜಯದಶಮಿಯಂದು ಯಾವುದೇ ರೀತಿಯ ಮಂಟಪಗಳ ಪ್ರದರ್ಶನ ಹಾಗೂ ಬಹುಮಾನಕ್ಕಾಗಿ ಆಚರಣೆ ಇರುವುದಿಲ್ಲ. [296, 313, 487, 479]
office-email: E-mail: madikeri@mysurumithra.com [1200, 155, 1488, 171]
